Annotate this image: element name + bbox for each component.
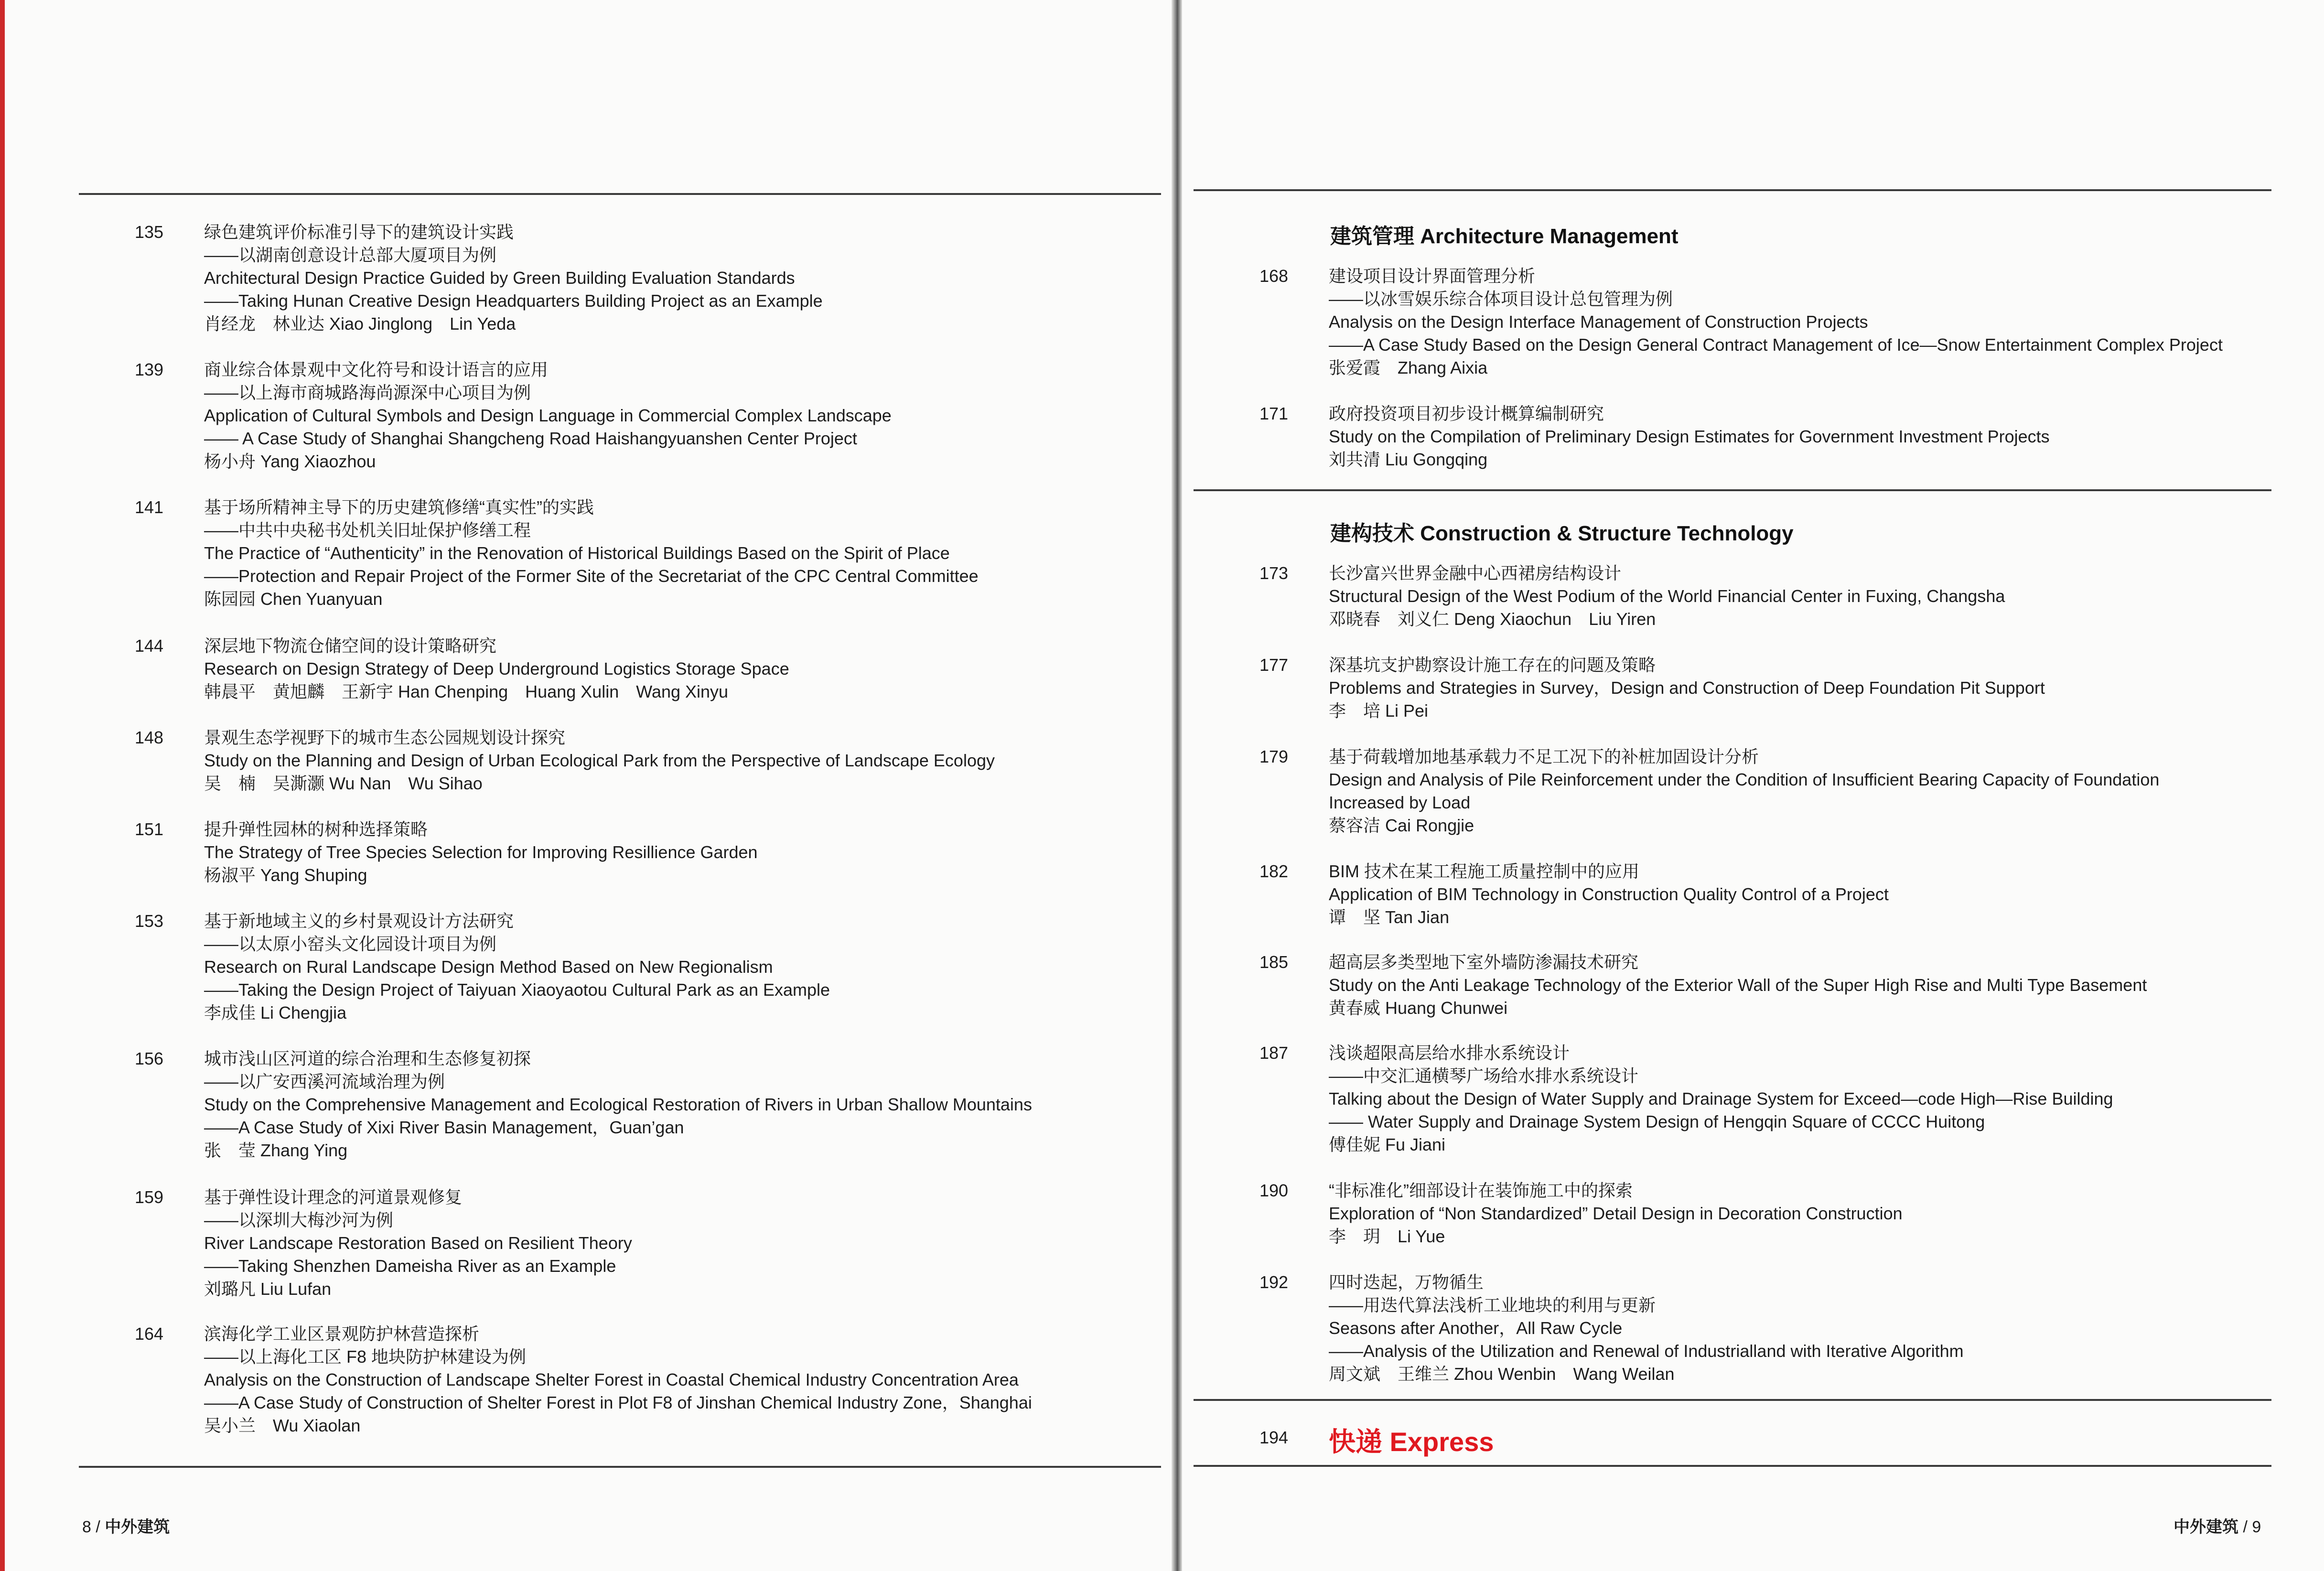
- entry-text-block: [204, 910, 830, 1024]
- top-rule: [79, 193, 1161, 195]
- entry-line: 谭 坚 Tan Jian: [1329, 907, 1450, 927]
- entry-text-block: [1329, 951, 2147, 1020]
- section-rule: [1194, 1399, 2271, 1401]
- entry-line: ——以湖南创意设计总部大厦项目为例: [204, 245, 497, 265]
- entry-text-block: [1329, 860, 1889, 929]
- entry-line: ——A Case Study of Construction of Shelter Forest in Plot F8 of Jinshan Chemical Industry Zone，Shanghai: [204, 1393, 1032, 1412]
- entry-line: 肖经龙 林业达 Xiao Jinglong Lin Yeda: [204, 314, 516, 334]
- entry-page-number: 159: [135, 1187, 164, 1207]
- entry-page-number: 156: [135, 1049, 164, 1068]
- entry-line: 滨海化学工业区景观防护林营造探析: [204, 1324, 480, 1344]
- entry-line: Architectural Design Practice Guided by Green Building Evaluation Standards: [204, 268, 795, 288]
- entry-line: “非标准化”细部设计在装饰施工中的探索: [1329, 1181, 1633, 1200]
- entry-line: ——A Case Study of Xixi River Basin Management，Guan’gan: [204, 1118, 684, 1137]
- entry-line: 浅谈超限高层给水排水系统设计: [1329, 1043, 1570, 1063]
- entry-line: 四时迭起，万物循生: [1329, 1272, 1484, 1292]
- entry-line: Talking about the Design of Water Supply and Drainage System for Exceed—code High—Rise Building: [1329, 1089, 2113, 1108]
- entry-line: Application of Cultural Symbols and Design Language in Commercial Complex Landscape: [204, 406, 892, 425]
- entry-line: 杨淑平 Yang Shuping: [204, 865, 367, 885]
- entry-page-number: 192: [1259, 1272, 1289, 1292]
- entry-page-number: 135: [135, 222, 164, 242]
- entry-text-block: [1329, 1271, 1964, 1386]
- entry-line: Study on the Planning and Design of Urban Ecological Park from the Perspective of Landscape Ecology: [204, 751, 995, 770]
- entry-line: 傅佳妮 Fu Jiani: [1329, 1135, 1446, 1154]
- entry-line: Design and Analysis of Pile Reinforcement under the Condition of Insufficient Bearing Capacity of Foundation: [1329, 770, 2160, 789]
- entry-line: 基于荷载增加地基承载力不足工况下的补桩加固设计分析: [1329, 747, 1759, 766]
- folio-page-number: 9: [2252, 1518, 2261, 1536]
- entry-line: 政府投资项目初步设计概算编制研究: [1329, 404, 1604, 423]
- entry-page-number: 179: [1259, 747, 1289, 766]
- entry-text-block: [1329, 745, 2159, 837]
- entry-line: 深基坑支护勘察设计施工存在的问题及策略: [1329, 655, 1656, 675]
- entry-line: 深层地下物流仓储空间的设计策略研究: [204, 636, 497, 656]
- entry-text-block: [204, 1047, 1032, 1162]
- entry-line: 提升弹性园林的树种选择策略: [204, 819, 428, 839]
- entry-line: Exploration of “Non Standardized” Detail Design in Decoration Construction: [1329, 1204, 1903, 1223]
- entry-line: 张 莹 Zhang Ying: [204, 1141, 348, 1160]
- entry-page-number: 171: [1259, 404, 1289, 423]
- entry-text-block: [1329, 402, 2050, 471]
- entry-text-block: [1329, 1179, 1903, 1248]
- entry-line: 吴小兰 Wu Xiaolan: [204, 1416, 361, 1435]
- entry-line: Structural Design of the West Podium of the World Financial Center in Fuxing, Changsha: [1329, 586, 2005, 606]
- entry-line: Study on the Compilation of Preliminary Design Estimates for Government Investment Projects: [1329, 427, 2050, 446]
- section-rule: [1194, 489, 2271, 491]
- bottom-rule: [79, 1466, 1161, 1468]
- entry-page-number: 141: [135, 497, 164, 517]
- express-heading: 快递 Express: [1329, 1427, 1494, 1457]
- folio-page-number: 8: [82, 1518, 91, 1536]
- entry-line: Study on the Anti Leakage Technology of the Exterior Wall of the Super High Rise and Multi Type Basement: [1329, 975, 2147, 995]
- entry-text-block: [1329, 562, 2005, 631]
- entry-line: Analysis on the Construction of Landscape Shelter Forest in Coastal Chemical Industry Concentration Area: [204, 1370, 1019, 1389]
- entry-line: Increased by Load: [1329, 793, 1471, 812]
- entry-line: River Landscape Restoration Based on Resilient Theory: [204, 1233, 632, 1253]
- entry-line: Research on Rural Landscape Design Method Based on New Regionalism: [204, 957, 773, 977]
- entry-line: 李成佳 Li Chengjia: [204, 1003, 347, 1022]
- entry-line: BIM 技术在某工程施工质量控制中的应用: [1329, 861, 1640, 881]
- folio-right: [2173, 1514, 2261, 1537]
- entry-page-number: 151: [135, 819, 164, 839]
- entry-line: 刘共清 Liu Gongqing: [1329, 450, 1488, 469]
- entry-page-number: 177: [1259, 655, 1289, 675]
- entry-line: 基于弹性设计理念的河道景观修复: [204, 1187, 463, 1207]
- entry-line: 城市浅山区河道的综合治理和生态修复初探: [204, 1049, 531, 1068]
- entry-line: 基于新地域主义的乡村景观设计方法研究: [204, 911, 514, 931]
- folio-separator: /: [2243, 1518, 2248, 1536]
- entry-line: 长沙富兴世界金融中心西裙房结构设计: [1329, 563, 1622, 583]
- entry-line: Seasons after Another，All Raw Cycle: [1329, 1318, 1623, 1338]
- folio-separator: /: [96, 1518, 100, 1536]
- entry-line: 张爱霞 Zhang Aixia: [1329, 358, 1488, 377]
- entry-line: ——A Case Study Based on the Design General Contract Management of Ice—Snow Entertainment Complex Project: [1329, 335, 2223, 355]
- entry-line: ——中交汇通横琴广场给水排水系统设计: [1329, 1066, 1639, 1086]
- entry-line: 黄春威 Huang Chunwei: [1329, 998, 1508, 1018]
- entry-page-number: 144: [135, 636, 164, 656]
- folio-left: [82, 1514, 170, 1537]
- right-page: [1182, 0, 2324, 1571]
- top-rule: [1194, 189, 2271, 191]
- entry-line: 绿色建筑评价标准引导下的建筑设计实践: [204, 222, 514, 242]
- entry-line: ——Protection and Repair Project of the Former Site of the Secretariat of the CPC Central Committee: [204, 566, 979, 586]
- entry-text-block: [204, 496, 979, 611]
- entry-line: ——中共中央秘书处机关旧址保护修缮工程: [204, 520, 531, 540]
- entry-line: Application of BIM Technology in Construction Quality Control of a Project: [1329, 884, 1889, 904]
- entry-line: ——Analysis of the Utilization and Renewal of Industrialland with Iterative Algorithm: [1329, 1341, 1964, 1361]
- entry-line: 商业综合体景观中文化符号和设计语言的应用: [204, 360, 549, 379]
- entry-line: 杨小舟 Yang Xiaozhou: [204, 452, 376, 471]
- entry-page-number: 187: [1259, 1043, 1289, 1063]
- entry-line: Study on the Comprehensive Management and Ecological Restoration of Rivers in Urban Shallow Mountains: [204, 1095, 1032, 1114]
- entry-line: 陈园园 Chen Yuanyuan: [204, 589, 383, 609]
- entry-text-block: [204, 221, 823, 335]
- entry-line: 李 培 Li Pei: [1329, 701, 1429, 721]
- entry-text-block: [204, 818, 758, 887]
- entry-page-number: 139: [135, 360, 164, 379]
- entry-text-block: [204, 1323, 1032, 1437]
- page-edge-red: [0, 0, 5, 1571]
- entry-line: Analysis on the Design Interface Management of Construction Projects: [1329, 312, 1868, 332]
- entry-line: The Practice of “Authenticity” in the Renovation of Historical Buildings Based on the Spirit of Place: [204, 543, 950, 563]
- entry-line: 吴 楠 吴澌灏 Wu Nan Wu Sihao: [204, 774, 483, 793]
- entry-line: 刘璐凡 Liu Lufan: [204, 1279, 332, 1299]
- bottom-rule: [1194, 1465, 2271, 1467]
- entry-page-number: 164: [135, 1324, 164, 1344]
- entry-line: 韩晨平 黄旭麟 王新宇 Han Chenping Huang Xulin Wang Xinyu: [204, 682, 729, 701]
- entry-line: ——Taking Hunan Creative Design Headquarters Building Project as an Example: [204, 291, 823, 311]
- section-heading-architecture-management: 建筑管理 Architecture Management: [1330, 225, 1678, 248]
- entry-line: 超高层多类型地下室外墙防渗漏技术研究: [1329, 952, 1639, 972]
- entry-text-block: [204, 1186, 632, 1301]
- entry-line: ——以上海化工区 F8 地块防护林建设为例: [204, 1347, 527, 1367]
- entry-page-number: 148: [135, 728, 164, 747]
- entry-text-block: [204, 726, 995, 795]
- entry-text-block: [204, 358, 892, 473]
- entry-page-number: 190: [1259, 1181, 1289, 1200]
- folio-journal-name: 中外建筑: [2173, 1518, 2238, 1536]
- entry-text-block: [204, 635, 789, 703]
- entry-page-number: 194: [1259, 1428, 1289, 1447]
- entry-line: The Strategy of Tree Species Selection for Improving Resillience Garden: [204, 842, 758, 862]
- entry-line: 蔡容洁 Cai Rongjie: [1329, 816, 1474, 835]
- entry-line: ——以冰雪娱乐综合体项目设计总包管理为例: [1329, 289, 1673, 309]
- entry-line: ——以广安西溪河流域治理为例: [204, 1072, 445, 1091]
- entry-text-block: [1329, 654, 2045, 722]
- entry-page-number: 153: [135, 911, 164, 931]
- entry-line: 基于场所精神主导下的历史建筑修缮“真实性”的实践: [204, 497, 594, 517]
- entry-line: ——Taking the Design Project of Taiyuan Xiaoyaotou Cultural Park as an Example: [204, 980, 830, 1000]
- entry-line: 李 玥 Li Yue: [1329, 1227, 1445, 1246]
- entry-page-number: 173: [1259, 563, 1289, 583]
- entry-line: —— A Case Study of Shanghai Shangcheng Road Haishangyuanshen Center Project: [204, 429, 857, 448]
- entry-line: Research on Design Strategy of Deep Underground Logistics Storage Space: [204, 659, 789, 678]
- entry-line: ——以太原小窑头文化园设计项目为例: [204, 934, 497, 954]
- book-gutter: [1172, 0, 1182, 1571]
- entry-line: 景观生态学视野下的城市生态公园规划设计探究: [204, 728, 566, 747]
- folio-journal-name: 中外建筑: [105, 1518, 170, 1536]
- entry-line: ——以上海市商城路海尚源深中心项目为例: [204, 383, 531, 402]
- section-heading-construction-technology: 建构技术 Construction & Structure Technology: [1330, 522, 1794, 545]
- entry-line: 建设项目设计界面管理分析: [1329, 266, 1536, 286]
- entry-page-number: 182: [1259, 861, 1289, 881]
- entry-text-block: [1329, 1042, 2113, 1156]
- entry-line: 周文斌 王维兰 Zhou Wenbin Wang Weilan: [1329, 1364, 1675, 1384]
- entry-line: Problems and Strategies in Survey，Design and Construction of Deep Foundation Pit Support: [1329, 678, 2045, 698]
- entry-line: ——用迭代算法浅析工业地块的利用与更新: [1329, 1295, 1656, 1315]
- entry-line: ——以深圳大梅沙河为例: [204, 1210, 394, 1230]
- entry-line: —— Water Supply and Drainage System Design of Hengqin Square of CCCC Huitong: [1329, 1112, 1985, 1131]
- entry-text-block: [1329, 265, 2223, 379]
- entry-page-number: 168: [1259, 266, 1289, 286]
- entry-line: ——Taking Shenzhen Dameisha River as an Example: [204, 1256, 616, 1276]
- entry-line: 邓晓春 刘义仁 Deng Xiaochun Liu Yiren: [1329, 609, 1656, 629]
- entry-page-number: 185: [1259, 952, 1289, 972]
